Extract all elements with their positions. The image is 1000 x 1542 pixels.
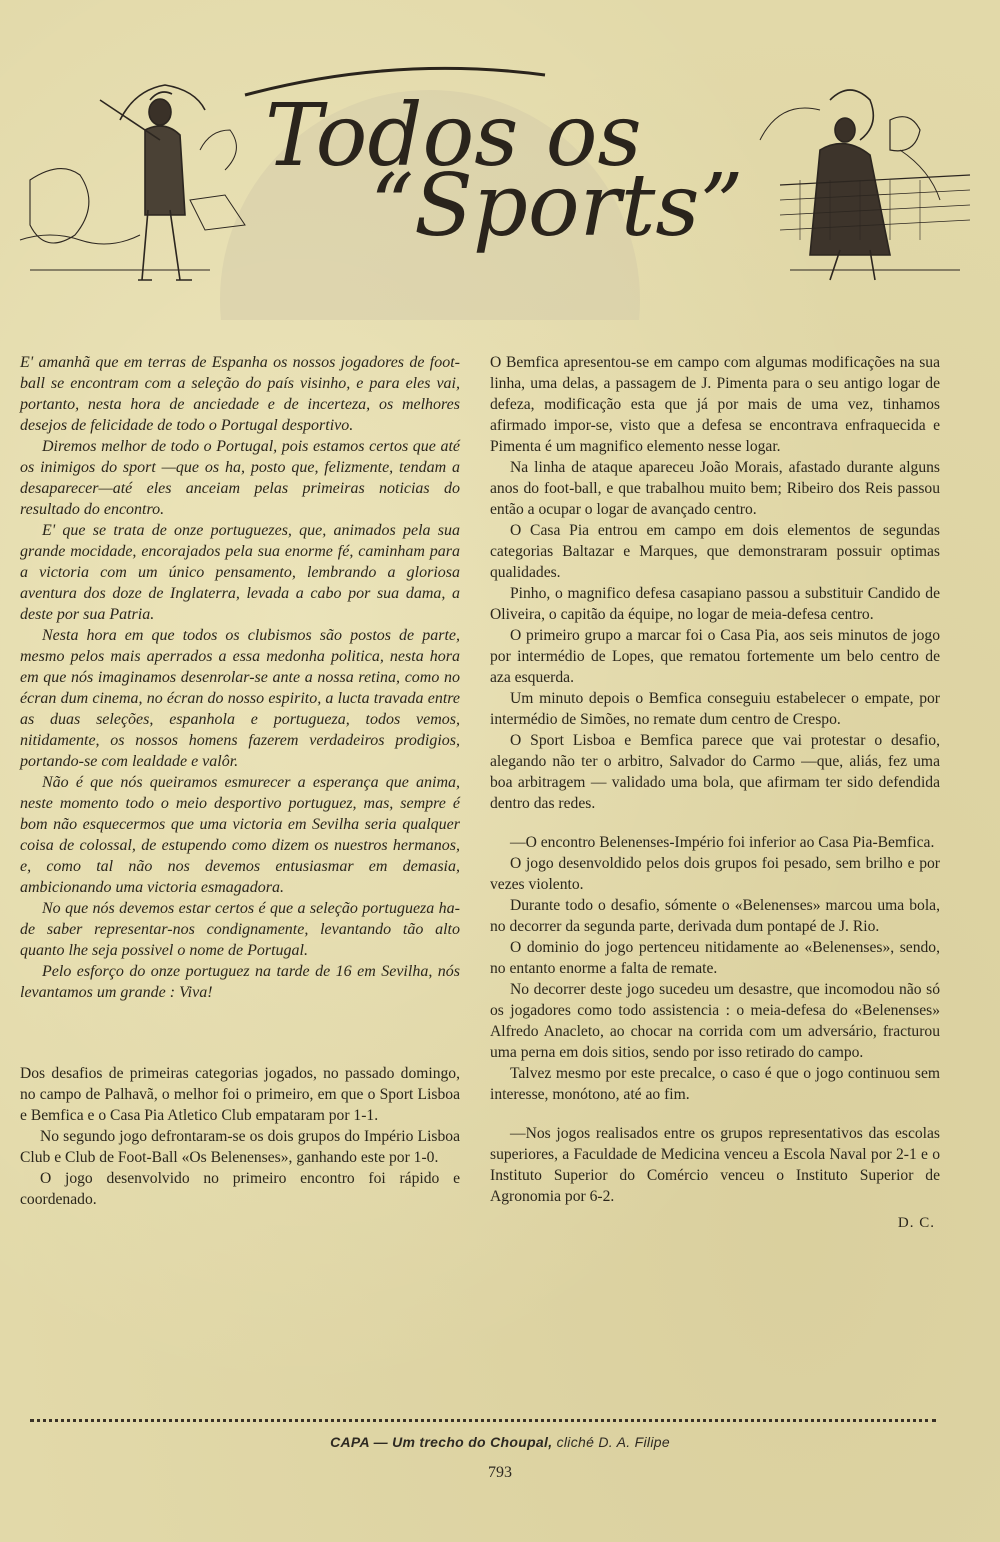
report-paragraph: Durante todo o desafio, sómente o «Belenenses» marcou uma bola, no decorrer da segunda parte, derivada dum pontapé de J. Rio. (490, 897, 940, 935)
intro-paragraph: Nesta hora em que todos os clubismos são postos de parte, mesmo pelos mais aperrados a essa medonha politica, nesta hora em que nós imaginamos desenrolar-se ante a nossa retina, como no écran dum cinema, no écran do nosso espirito, a lucta travada entre as duas seleções, espanhola e portugueza, todos vemos, nitidamente, os nossos homens fazerem verdadeiros prodigios, portando-se com lealdade e valôr. (20, 627, 460, 770)
title-line-2: “Sports” (370, 156, 744, 256)
report-paragraph: No decorrer deste jogo sucedeu um desastre, que incomodou não só os jogadores como todo assistencia : o meia-defesa do «Belenenses» Alfredo Anacleto, ao chocar na corrida com um adversário, fracturou uma perna em dois sitios, sendo por isso retirado do campo. (490, 981, 940, 1061)
header-artwork (0, 0, 1000, 320)
report-paragraph: Um minuto depois o Bemfica conseguiu estabelecer o empate, por intermédio de Simões, no remate dum centro de Crespo. (490, 690, 940, 728)
report-paragraph: Dos desafios de primeiras categorias jogados, no passado domingo, no campo de Palhavã, o melhor foi o primeiro, em que o Sport Lisboa e Bemfica e o Casa Pia Atletico Club empataram por 1-1. (20, 1065, 460, 1124)
caption-credit: cliché D. A. Filipe (552, 1434, 670, 1450)
spacer (490, 1105, 940, 1123)
spacer (20, 1003, 460, 1063)
match-report-left (20, 1063, 460, 1210)
report-paragraph: No segundo jogo defrontaram-se os dois grupos do Império Lisboa Club e Club de Foot-Ball «Os Belenenses», ganhando este por 1-0. (20, 1128, 460, 1166)
intro-paragraph: E' que se trata de onze portuguezes, que, animados pela sua grande mocidade, encorajados pela sua enorme fé, caminham para a victoria com um único pensamento, lembrando a gloriosa aventura dos doze de Inglaterra, levada a cabo por sua dama, a deste por sua Patria. (20, 522, 460, 623)
page-number: 793 (488, 1464, 512, 1481)
spacer (490, 814, 940, 832)
intro-paragraph: E' amanhã que em terras de Espanha os nossos jogadores de foot-ball se encontram com a seleção do país visinho, e para eles vai, portanto, nesta hora de anciedade e de incerteza, os melhores desejos de felicidade de todo o Portugal desportivo. (20, 354, 460, 434)
report-paragraph: —O encontro Belenenses-Império foi inferior ao Casa Pia-Bemfica. (510, 834, 935, 851)
report-paragraph: O primeiro grupo a marcar foi o Casa Pia, aos seis minutos de jogo por intermédio de Lopes, que rematou fortemente um belo centro de aza esquerda. (490, 627, 940, 686)
article-columns (20, 352, 964, 1402)
intro-section (20, 352, 460, 1003)
intro-paragraph: No que nós devemos estar certos é que a seleção portugueza ha-de saber representar-nos condignamente, levantando tão alto quanto lhe seja possivel o nome de Portugal. (20, 900, 460, 959)
intro-paragraph: Não é que nós queiramos esmurecer a esperança que anima, neste momento todo o meio desportivo portuguez, mas, sempre é bom não esquecermos que uma victoria em Sevilha seria qualquer coisa de colossal, de estupendo como dizem os nuestros hermanos, e, como tal não nos devemos entusiasmar em demasia, ambicionando uma victoria esmagadora. (20, 774, 460, 896)
author-signature: D. C. (897, 1215, 935, 1231)
report-paragraph: O jogo desenvoldido pelos dois grupos foi pesado, sem brilho e por vezes violento. (490, 855, 940, 893)
report-paragraph: O dominio do jogo pertenceu nitidamente ao «Belenenses», sendo, no entanto enorme a falta de remate. (490, 939, 940, 977)
tennis-player-sketch (760, 90, 970, 280)
right-column (490, 352, 940, 1232)
report-paragraph: O Bemfica apresentou-se em campo com algumas modificações na sua linha, uma delas, a passagem de J. Pimenta para o seu antigo logar de defeza, modificação esta que já por mais de uma vez, tinhamos afirmado impor-se, visto que a defesa se encontrava enfraquecida e Pimenta é um magnifico elemento nesse logar. (490, 354, 940, 455)
report-paragraph: Pinho, o magnifico defesa casapiano passou a substituir Candido de Oliveira, o capitão da équipe, no logar de meia-defesa centro. (490, 585, 940, 623)
cover-caption (0, 1434, 1000, 1450)
intro-paragraph: Diremos melhor de todo o Portugal, pois estamos certos que até os inimigos do sport —que os ha, posto que, felizmente, tendam a desaparecer—até eles anceiam pelas primeiras noticias do resultado do encontro. (20, 438, 460, 518)
report-paragraph: O Sport Lisboa e Bemfica parece que vai protestar o desafio, alegando não ter o arbitro, Salvador do Carmo —que, aliás, fez uma boa arbitragem — validado uma bola, que afirmam ter sido defendida dentro das redes. (490, 732, 940, 812)
footer-dotted-rule (30, 1419, 936, 1422)
header-illustration (0, 0, 1000, 320)
report-paragraph: O jogo desenvolvido no primeiro encontro foi rápido e coordenado. (20, 1170, 460, 1208)
title-line-1: Todos os (265, 86, 642, 186)
golfer-sketch (20, 85, 245, 280)
report-paragraph: —Nos jogos realisados entre os grupos representativos das escolas superiores, a Faculdade de Medicina venceu a Escola Naval por 2-1 e o Instituto Superior do Comércio venceu o Instituto Superior de Agronomia por 6-2. (490, 1125, 940, 1205)
report-paragraph: Na linha de ataque apareceu João Morais, afastado durante alguns anos do foot-ball, e que trabalhou muito bem; Ribeiro dos Reis passou então a ocupar o logar de avançado centro. (490, 459, 940, 518)
report-paragraph: Talvez mesmo por este precalce, o caso é que o jogo continuou sem interesse, monótono, até ao fim. (490, 1065, 940, 1103)
intro-paragraph: Pelo esforço do onze portuguez na tarde de 16 em Sevilha, nós levantamos um grande : Viva! (20, 963, 460, 1001)
report-paragraph: O Casa Pia entrou em campo em dois elementos de segundas categorias Baltazar e Marques, que demonstraram possuir optimas qualidades. (490, 522, 940, 581)
left-column (20, 352, 460, 1210)
caption-lead: CAPA — Um trecho do Choupal, (330, 1434, 553, 1450)
